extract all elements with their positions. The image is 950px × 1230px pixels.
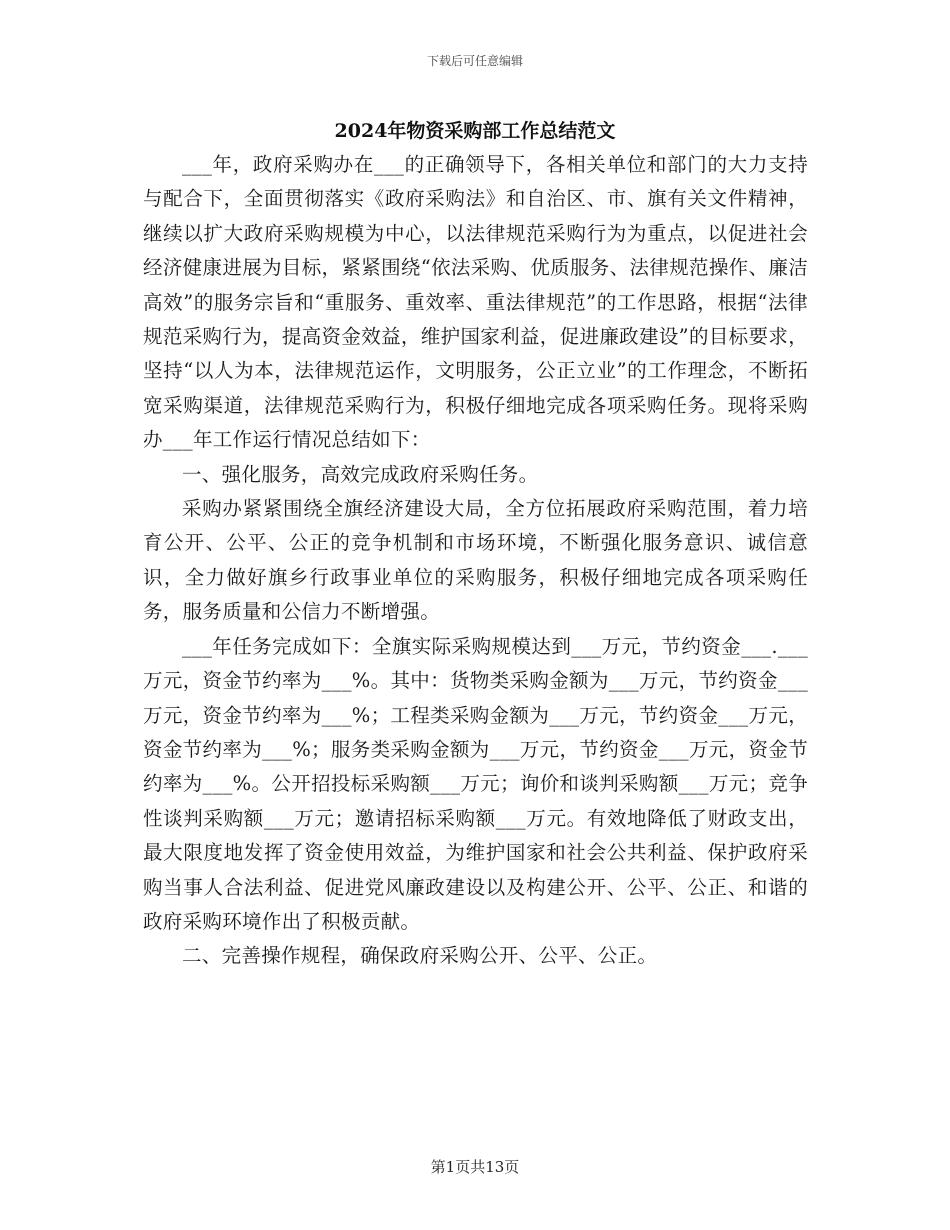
paragraph-intro: ___年，政府采购办在___的正确领导下，各相关单位和部门的大力支持与配合下，全面贯彻落实《政府采购法》和自治区、市、旗有关文件精神，继续以扩大政府采购规模为中心，以法律规范采购行为为重点，以促进社会经济健康进展为目标，紧紧围绕“依法采购、优质服务、法律规范操作、廉洁高效”的服务宗旨和“重服务、重效率、重法律规范”的工作思路，根据“法律规范采购行为，提高资金效益，维护国家利益，促进廉政建设”的目标要求，坚持“以人为本，法律规范运作，文明服务，公正立业”的工作理念，不断拓宽采购渠道，法律规范采购行为，积极仔细地完成各项采购任务。现将采购办___年工作运行情况总结如下： xyxy=(143,153,808,452)
document-body xyxy=(143,148,808,974)
header-note: 下载后可任意编辑 xyxy=(426,54,523,68)
paragraph-tasks: ___年任务完成如下：全旗实际采购规模达到___万元，节约资金___.___万元，资金节约率为___%。其中：货物类采购金额为___万元，节约资金___万元，资金节约率为___%；工程类采购金额为___万元，节约资金___万元，资金节约率为___%；服务类采购金额为___万元，节约资金___万元，资金节约率为___%。公开招投标采购额___万元；询价和谈判采购额___万元；竞争性谈判采购额___万元；邀请招标采购额___万元。有效地降低了财政支出，最大限度地发挥了资金使用效益，为维护国家和社会公共利益、保护政府采购当事人合法利益、促进党风廉政建设以及构建公开、公平、公正、和谐的政府采购环境作出了积极贡献。 xyxy=(143,634,808,933)
section-heading-1: 一、强化服务，高效完成政府采购任务。 xyxy=(182,462,539,486)
section-heading-2: 二、完善操作规程，确保政府采购公开、公平、公正。 xyxy=(182,944,658,968)
page-number: 第1页共13页 xyxy=(430,1158,520,1176)
document-title: 2024年物资采购部工作总结范文 xyxy=(334,120,616,142)
paragraph-service: 采购办紧紧围绕全旗经济建设大局，全方位拓展政府采购范围，着力培育公开、公平、公正的竞争机制和市场环境，不断强化服务意识、诚信意识，全力做好旗乡行政事业单位的采购服务，积极仔细地完成各项采购任务，服务质量和公信力不断增强。 xyxy=(143,497,808,624)
